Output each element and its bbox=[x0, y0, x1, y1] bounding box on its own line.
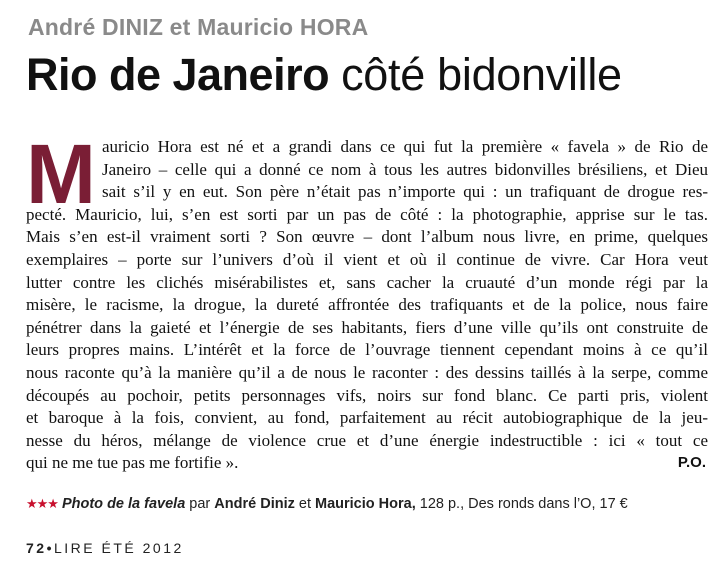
drop-cap: M bbox=[26, 127, 93, 221]
body-line: nesse du héros, mélange de violence crue et d’une énergie indestructible : ici « tout ce bbox=[26, 430, 708, 450]
body-line: exemplaires – porte sur l’univers d’où il vient et où il continue de vivre. Car Hora veut bbox=[26, 249, 708, 269]
body-line: Janeiro – celle qui a donné ce nom à tous les autres bidonvilles brésiliens, et Dieu bbox=[102, 159, 708, 179]
book-title: Photo de la favela bbox=[61, 496, 186, 512]
author-signature: P.O. bbox=[677, 454, 706, 472]
page-footer bbox=[26, 540, 184, 556]
page-number: 72 bbox=[26, 540, 47, 556]
book-credits bbox=[26, 496, 628, 512]
credits-author-2: Mauricio Hora, bbox=[315, 496, 416, 512]
magazine-issue: LIRE ÉTÉ 2012 bbox=[53, 540, 184, 556]
article-body bbox=[26, 127, 708, 475]
body-line: nous raconte qu’à la manière qu’il a de nous le raconter : des dessins taillés à la serpe, comme bbox=[26, 362, 708, 382]
rating-stars-icon: ★★★ bbox=[26, 496, 58, 511]
body-line: lutter contre les clichés misérabilistes et, sans cacher la cruauté d’un monde régi par la bbox=[26, 272, 708, 292]
body-line: auricio Hora est né et a grandi dans ce qui fut la première « favela » de Rio de bbox=[102, 137, 708, 156]
title-bold-part: Rio de Janeiro bbox=[26, 49, 330, 100]
body-line: sait s’il y en eut. Son père n’était pas n’importe qui : un trafiquant de drogue res- bbox=[102, 182, 708, 202]
credits-par: par bbox=[189, 496, 211, 512]
body-line-final: qui ne me tue pas me fortifie ». bbox=[26, 453, 239, 473]
body-line: Mais s’en est-il vraiment sorti ? Son œuvre – dont l’album nous livre, en prime, quelques bbox=[26, 227, 708, 247]
credits-details: 128 p., Des ronds dans l’O, 17 € bbox=[419, 496, 628, 512]
body-line: misère, le racisme, la drogue, la dureté affrontée des trafiquants et de la police, nous faire bbox=[26, 295, 708, 315]
article-title bbox=[26, 48, 622, 102]
credits-author-1: André Diniz bbox=[214, 496, 295, 512]
article-authors: André DINIZ et Mauricio HORA bbox=[28, 14, 369, 40]
body-last-line bbox=[26, 452, 708, 475]
body-line: pénétrer dans la gaieté et l’énergie de ses habitants, fiers d’une ville qu’ils ont construite de bbox=[26, 317, 708, 337]
footer-bullet: • bbox=[46, 540, 54, 556]
title-light-part: côté bidonville bbox=[341, 49, 622, 100]
credits-et: et bbox=[298, 496, 311, 512]
body-line: et baroque à la fois, convient, au fond, parfaitement au récit autobiographique de la jeu- bbox=[26, 408, 708, 428]
body-line: leurs propres mains. L’intérêt et la force de l’ouvrage tiennent cependant moins à ce qu’il bbox=[26, 340, 708, 360]
body-line: pecté. Mauricio, lui, s’en est sorti par un pas de côté : la photographie, apprise sur le tas. bbox=[26, 204, 708, 224]
body-line: découpés au pochoir, petits personnages vifs, noirs sur fond blanc. Ce parti pris, violent bbox=[26, 385, 708, 405]
